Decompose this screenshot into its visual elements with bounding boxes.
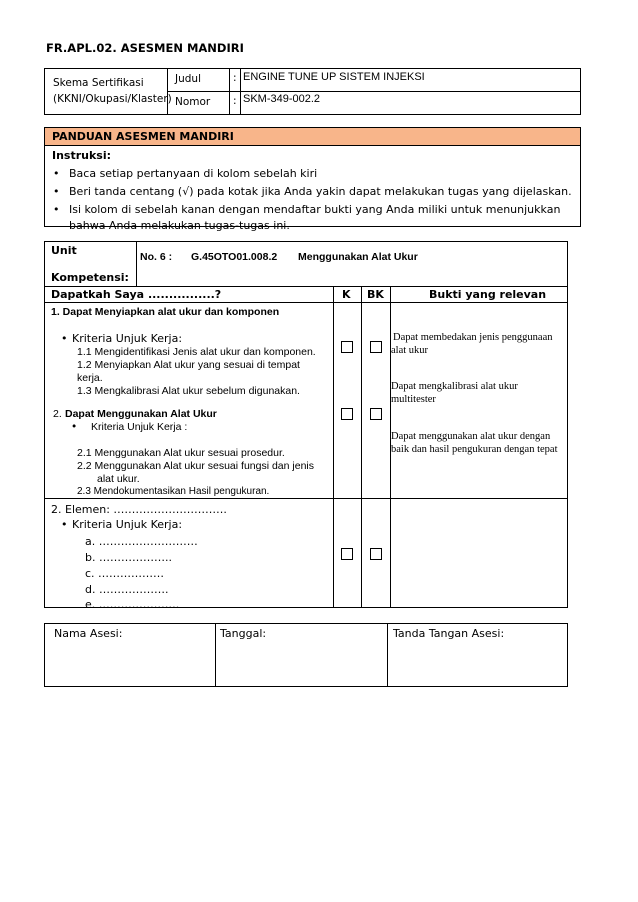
kuk-2-2: 2.2 Menggunakan Alat ukur sesuai fungsi dan jenis <box>77 460 314 472</box>
kuk3-bullet: • <box>61 518 68 531</box>
scheme-header-table <box>44 68 581 115</box>
guide-heading-bar <box>45 128 580 146</box>
instruction-list <box>45 166 575 236</box>
evidence-3-line1: Dapat menggunakan alat ukur dengan <box>391 431 551 442</box>
scheme-label-line1: Skema Sertifikasi <box>53 77 144 89</box>
nomor-colon: : <box>233 95 237 107</box>
element-blank-title: 2. Elemen: …………………………. <box>51 503 227 516</box>
kuk-blank-c: c. ……………… <box>85 567 165 580</box>
nomor-value: SKM-349-002.2 <box>243 93 321 105</box>
evidence-3-line2: baik dan hasil pengukuran dengan tepat <box>391 444 558 455</box>
kuk-blank-e: e. …………………. <box>85 598 180 611</box>
assessment-table <box>44 241 568 611</box>
kuk-2-3: 2.3 Mendokumentasikan Hasil pengukuran. <box>77 486 270 497</box>
element-2-number: 2. <box>53 408 62 420</box>
bk-checkbox-element-1[interactable] <box>370 341 382 353</box>
evidence-column-header: Bukti yang relevan <box>429 288 547 301</box>
instruction-item: • Beri tanda centang (√) pada kotak jika Anda yakin dapat melakukan tugas yang dijelaskan. <box>53 185 572 198</box>
nomor-label: Nomor <box>175 96 211 108</box>
element-2-title: Dapat Menggunakan Alat Ukur <box>65 408 217 420</box>
unit-label: Unit <box>51 244 77 257</box>
evidence-2-line2: multitester <box>391 394 436 405</box>
element-1-title: 1. Dapat Menyiapkan alat ukur dan komponen <box>51 306 280 318</box>
kuk-2-1: 2.1 Menggunakan Alat ukur sesuai prosedur. <box>77 447 285 459</box>
kuk2-label: Kriteria Unjuk Kerja : <box>91 421 188 433</box>
k-column-header: K <box>342 288 351 301</box>
instruction-label: Instruksi: <box>52 149 112 162</box>
evidence-2-line1: Dapat mengkalibrasi alat ukur <box>391 381 518 392</box>
kuk-blank-d: d. ………………. <box>85 583 169 596</box>
signature-table <box>44 623 568 687</box>
kuk-1-3: 1.3 Mengkalibrasi Alat ukur sebelum digunakan. <box>77 385 300 397</box>
kuk-blank-b: b. ……………….. <box>85 551 172 564</box>
kuk-blank-a: a. ……………………… <box>85 535 198 548</box>
k-checkbox-element-blank[interactable] <box>341 548 353 560</box>
bk-checkbox-element-2[interactable] <box>370 408 382 420</box>
kuk3-label: Kriteria Unjuk Kerja: <box>72 518 183 531</box>
competency-label: Kompetensi: <box>51 271 129 284</box>
kuk-bullet: • <box>61 332 68 345</box>
unit-number: No. 6 : <box>140 251 173 263</box>
bk-column-header: BK <box>367 288 384 301</box>
instruction-item: • Baca setiap pertanyaan di kolom sebelah kiri <box>53 167 318 180</box>
assessee-name-label: Nama Asesi: <box>54 627 123 640</box>
judul-value: ENGINE TUNE UP SISTEM INJEKSI <box>243 71 425 83</box>
evidence-1-line2: alat ukur <box>391 345 429 356</box>
question-column-header: Dapatkah Saya ................? <box>51 288 222 301</box>
document-title: FR.APL.02. ASESMEN MANDIRI <box>46 41 244 55</box>
judul-label: Judul <box>175 73 201 85</box>
unit-code: G.45OTO01.008.2 <box>191 251 278 263</box>
evidence-1-line1: Dapat membedakan jenis penggunaan <box>393 332 553 343</box>
bk-checkbox-element-blank[interactable] <box>370 548 382 560</box>
unit-name: Menggunakan Alat Ukur <box>298 251 418 263</box>
scheme-label-line2: (KKNI/Okupasi/Klaster) <box>53 93 172 105</box>
kuk2-bullet: • <box>71 421 78 433</box>
kuk-1-2: 1.2 Menyiapkan Alat ukur yang sesuai di tempat <box>77 359 300 371</box>
kuk-2-2-cont: alat ukur. <box>97 473 140 485</box>
guide-box <box>44 127 581 232</box>
kuk-label: Kriteria Unjuk Kerja: <box>72 332 183 345</box>
instruction-item: • Isi kolom di sebelah kanan dengan mendaftar bukti yang Anda miliki untuk menunjukkan bahwa Anda melakukan tugas-tugas ini. <box>53 203 561 232</box>
guide-heading: PANDUAN ASESMEN MANDIRI <box>52 130 234 143</box>
date-label: Tanggal: <box>220 627 267 640</box>
kuk-1-1: 1.1 Mengidentifikasi Jenis alat ukur dan komponen. <box>77 346 316 358</box>
k-checkbox-element-1[interactable] <box>341 341 353 353</box>
judul-colon: : <box>233 72 237 84</box>
k-checkbox-element-2[interactable] <box>341 408 353 420</box>
kuk-1-2-cont: kerja. <box>77 372 103 384</box>
signature-label: Tanda Tangan Asesi: <box>393 627 505 640</box>
